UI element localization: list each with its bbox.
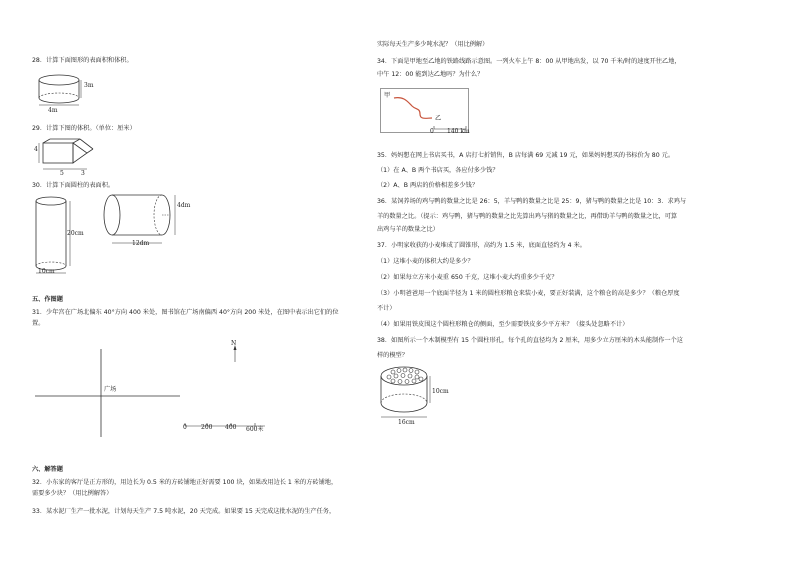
plaza-label: 广场 xyxy=(104,386,117,393)
north-label: N xyxy=(231,340,237,347)
q30-height-label: 20cm xyxy=(67,230,84,237)
question-35: 35．妈妈想在网上书店买书，A 店打七折销售，B 店每满 69 元减 19 元，如果妈妈想买的书标价为 80 元。 xyxy=(377,152,675,159)
q38-height-label: 10cm xyxy=(432,388,449,395)
q29-width-label: 3 xyxy=(81,170,85,177)
section-5-heading: 五、作图题 xyxy=(32,296,63,303)
question-33: 33．某水泥厂生产一批水泥，计划每天生产 7.5 吨水泥，20 天完成。如果要 15 天完成这批水泥的生产任务， xyxy=(32,508,336,515)
q28-diameter-label: 4m xyxy=(48,107,58,114)
question-34-line2: 中午 12：00 能到达乙地吗？为什么？ xyxy=(377,71,484,78)
map-start-label: 甲 xyxy=(384,92,391,99)
question-36-line2: 羊的数量之比。（提示：鸡与鸭，猪与鸭的数量之比先算出鸡与猪的数量之比，再借助羊与鸭的数量之比，可算 xyxy=(377,213,678,220)
question-31-line2: 置。 xyxy=(32,320,45,327)
question-32-line2: 需要多少块？（用比例解答） xyxy=(32,490,113,497)
question-32-line1: 32．小东家的客厅是正方形的，用边长为 0.5 米的方砖铺地正好需要 100 块，如果改用边长 1 米的方砖铺地， xyxy=(32,479,338,486)
scale-label-400: 400 xyxy=(225,424,237,431)
q30-length-label: 12dm xyxy=(132,240,150,247)
q29-height-label: 4 xyxy=(34,146,38,153)
question-38-line1: 38．如图所示一个木制模型有 15 个圆柱形孔，每个孔的直径均为 2 厘米，用多少立方厘米的木头能制作一个这 xyxy=(377,337,683,344)
question-31-line1: 31．少年宫在广场北偏东 40°方向 400 米处，图书馆在广场南偏西 40°方向 200 米处，在图中表示出它们的位 xyxy=(32,309,339,316)
question-36-line3: 出鸡与羊的数量之比） xyxy=(377,226,439,233)
q30-diameter-label: 10cm xyxy=(38,268,55,275)
scale-label-600: 600米 xyxy=(246,426,264,433)
scale-label-0: 0 xyxy=(183,424,187,431)
question-37-part2: （2）如果每立方米小麦重 650 千克，这堆小麦大约重多少千克？ xyxy=(377,274,558,281)
question-34-line1: 34．下面是甲地至乙地的铁路线路示意图。一列火车上午 8：00 从甲地出发，以 70 千米/时的速度开往乙地， xyxy=(377,58,681,65)
q29-length-label: 5 xyxy=(60,170,64,177)
question-37-part1: （1）这堆小麦的体积大约是多少？ xyxy=(377,258,474,265)
map-end-label: 乙 xyxy=(435,115,442,122)
question-30: 30．计算下面圆柱的表面积。 xyxy=(32,182,115,189)
question-36-line1: 36．某饲养场的鸡与鸭的数量之比是 26：5，羊与鸭的数量之比是 25：9，猪与鸭的数量之比是 10：3．求鸡与 xyxy=(377,198,687,205)
scale-label-200: 200 xyxy=(201,424,213,431)
question-35-part1: （1）在 A、B 两个书店买，各应付多少钱？ xyxy=(377,167,499,174)
map-scale-140km: 140 km xyxy=(447,128,470,135)
question-37-part3-line1: （3）小明爸爸用一个底面半径为 1 米的圆柱形粮仓来装小麦，要正好装满，这个粮仓的高是多少？（粮仓厚度 xyxy=(377,290,680,297)
q30-diameter2-label: 4dm xyxy=(177,202,191,209)
q38-diameter-label: 16cm xyxy=(398,419,415,426)
wooden-model-figure xyxy=(377,365,447,425)
railway-map-figure xyxy=(380,88,470,133)
section-6-heading: 六、解答题 xyxy=(32,466,63,473)
question-35-part2: （2）A、B 两店的价格相差多少钱？ xyxy=(377,182,479,189)
map-scale-zero: 0 xyxy=(430,128,434,135)
cylinder-figure-q28 xyxy=(34,68,104,118)
question-38-line2: 样的模型？ xyxy=(377,352,408,359)
question-37: 37．小明家收获的小麦堆成了圆锥形，高约为 1.5 米，底面直径约为 4 米。 xyxy=(377,242,586,249)
question-37-part4: （4）如果用铁皮围这个圆柱形粮仓的侧面，至少需要铁皮多少平方米？（接头处忽略不计） xyxy=(377,321,629,328)
q28-height-label: 3m xyxy=(84,82,94,89)
question-29: 29．计算下图的体积。（单位：厘米） xyxy=(32,125,136,132)
prism-figure-q29 xyxy=(35,137,115,177)
question-33-continued: 实际每天生产多少吨水泥？（用比例解） xyxy=(377,41,489,48)
question-28: 28．计算下面图形的表面积和体积。 xyxy=(32,57,133,64)
question-37-part3-line2: 不计） xyxy=(377,305,396,312)
